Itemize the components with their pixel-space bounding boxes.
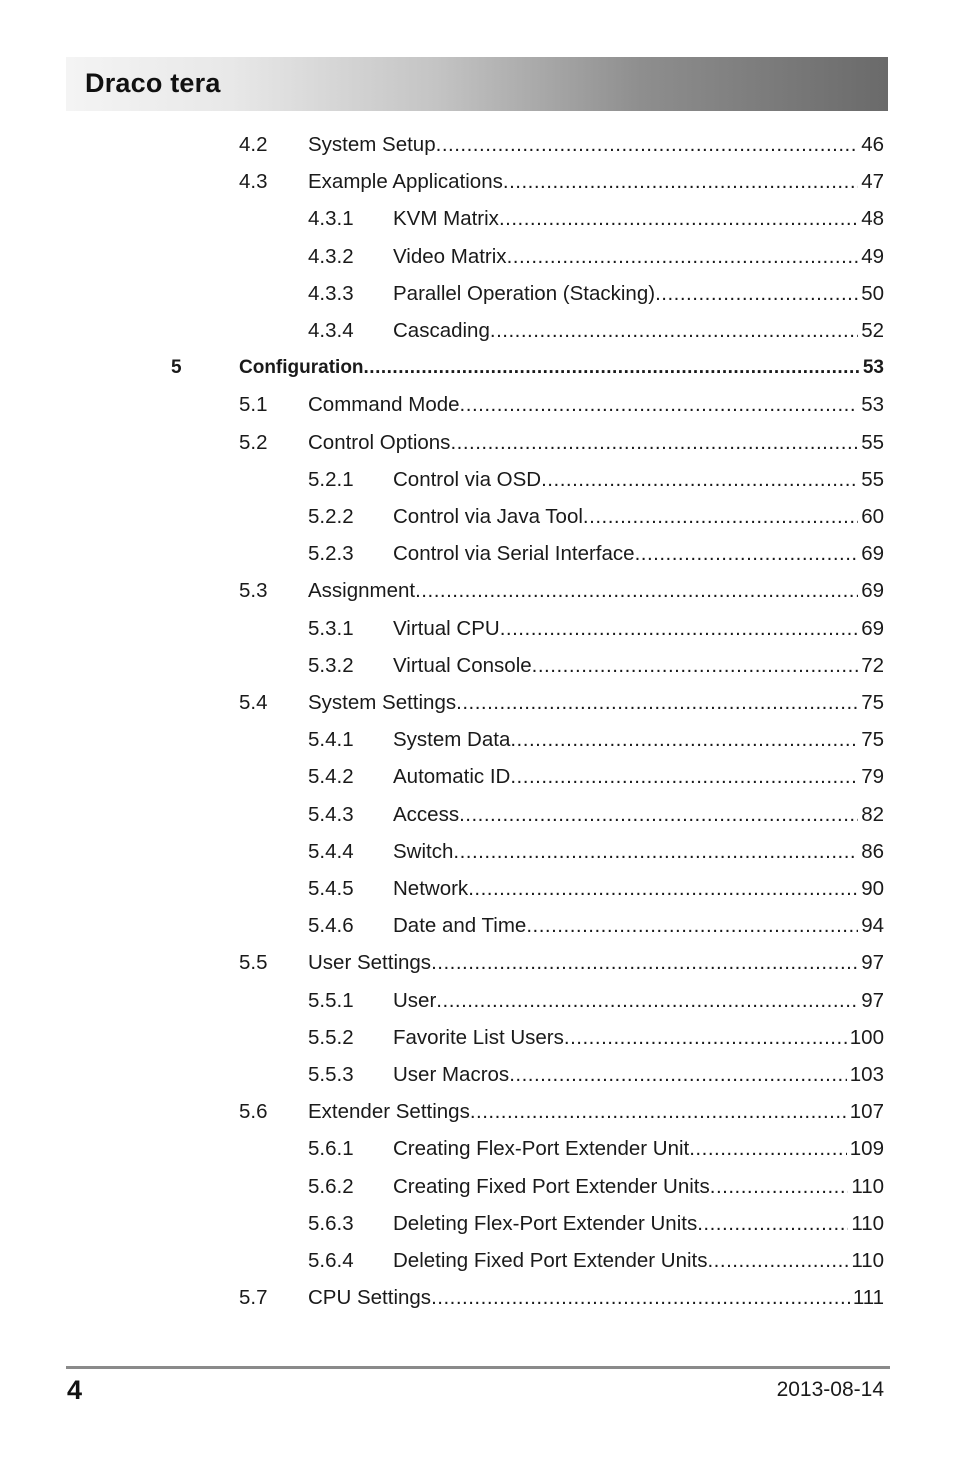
dot-leader bbox=[415, 576, 858, 606]
toc-entry-line bbox=[393, 1246, 884, 1276]
toc-entry-title: Control via Serial Interface bbox=[393, 542, 635, 566]
dot-leader bbox=[635, 539, 859, 569]
toc-entry[interactable] bbox=[0, 986, 954, 1016]
toc-entry-number: 5.2 bbox=[239, 430, 268, 454]
toc-entry-page: 90 bbox=[861, 877, 884, 900]
dot-leader bbox=[499, 204, 858, 234]
toc-entry-title: Control via Java Tool bbox=[393, 505, 583, 528]
toc-entry-line bbox=[308, 576, 884, 606]
toc-entry-number: 4.3.2 bbox=[308, 244, 354, 268]
toc-entry-title: Control Options bbox=[308, 430, 451, 454]
toc-entry-page: 79 bbox=[861, 765, 884, 789]
toc-entry-number: 5.6.1 bbox=[308, 1137, 354, 1161]
dot-leader bbox=[583, 502, 858, 532]
toc-entry-line bbox=[393, 465, 884, 495]
toc-entry-number: 5.1 bbox=[239, 393, 268, 417]
toc-entry-title: Assignment bbox=[308, 579, 416, 603]
toc-entry-number: 5.4.6 bbox=[308, 914, 354, 938]
dot-leader bbox=[710, 1172, 849, 1202]
toc-entry-number: 5.6.4 bbox=[308, 1249, 354, 1272]
toc-entry[interactable] bbox=[0, 1172, 954, 1202]
toc-entry-page: 72 bbox=[861, 653, 884, 677]
toc-entry[interactable] bbox=[0, 1023, 954, 1053]
toc-entry[interactable] bbox=[0, 874, 954, 904]
toc-entry-number: 5.6.2 bbox=[308, 1174, 354, 1198]
toc-entry-line bbox=[308, 390, 884, 420]
toc-entry-line bbox=[393, 1209, 884, 1239]
toc-entry-line bbox=[393, 279, 884, 309]
toc-entry-title: User Macros bbox=[393, 1063, 510, 1086]
toc-entry-page: 100 bbox=[849, 1025, 884, 1049]
toc-entry[interactable] bbox=[0, 279, 954, 309]
footer-date: 2013-08-14 bbox=[776, 1378, 884, 1401]
toc-entry-title: Video Matrix bbox=[393, 244, 507, 268]
toc-entry-page: 46 bbox=[861, 133, 884, 156]
toc-entry-number: 5 bbox=[171, 357, 182, 379]
toc-entry-number: 5.4.4 bbox=[308, 839, 354, 863]
toc-entry-number: 5.4.5 bbox=[308, 877, 354, 900]
toc-entry-line bbox=[393, 1060, 884, 1090]
toc-entry-number: 5.4.1 bbox=[308, 728, 354, 752]
toc-entry-page: 94 bbox=[861, 914, 884, 938]
toc-entry-title: System Data bbox=[393, 728, 511, 752]
dot-leader bbox=[470, 1097, 847, 1127]
toc-entry-line bbox=[393, 502, 884, 532]
toc-entry[interactable] bbox=[0, 316, 954, 346]
toc-entry[interactable] bbox=[0, 428, 954, 458]
toc-entry-line bbox=[308, 1283, 884, 1313]
toc-entry-page: 49 bbox=[861, 244, 884, 268]
toc-entry[interactable] bbox=[0, 1097, 954, 1127]
footer-divider bbox=[66, 1366, 890, 1369]
toc-entry-number: 5.2.2 bbox=[308, 505, 354, 528]
toc-entry-number: 5.7 bbox=[239, 1286, 268, 1310]
toc-entry-page: 60 bbox=[861, 505, 884, 528]
toc-entry-title: Control via OSD bbox=[393, 467, 542, 491]
toc-entry-title: CPU Settings bbox=[308, 1286, 432, 1310]
toc-entry-line bbox=[393, 800, 884, 830]
toc-entry-number: 5.5.2 bbox=[308, 1025, 354, 1049]
toc-entry-title: Virtual Console bbox=[393, 653, 532, 677]
toc-entry-title: Network bbox=[393, 877, 469, 900]
toc-entry-number: 5.3 bbox=[239, 579, 268, 603]
toc-entry-title: KVM Matrix bbox=[393, 207, 499, 231]
toc-entry[interactable] bbox=[0, 911, 954, 941]
toc-entry-page: 48 bbox=[861, 207, 884, 231]
toc-entry-line bbox=[239, 353, 884, 383]
toc-entry-page: 97 bbox=[861, 951, 884, 975]
toc-entry-title: Parallel Operation (Stacking) bbox=[393, 281, 656, 305]
dot-leader bbox=[460, 390, 859, 420]
toc-entry-page: 55 bbox=[861, 430, 884, 454]
dot-leader bbox=[541, 465, 858, 495]
toc-entry-title: Example Applications bbox=[308, 170, 503, 194]
toc-entry-title: Extender Settings bbox=[308, 1100, 470, 1124]
toc-entry-title: Creating Fixed Port Extender Units bbox=[393, 1174, 710, 1198]
toc-entry-title: Automatic ID bbox=[393, 765, 511, 789]
toc-entry-page: 103 bbox=[849, 1063, 884, 1086]
toc-entry-title: Access bbox=[393, 802, 460, 826]
dot-leader bbox=[456, 688, 858, 718]
toc-entry-number: 4.3.4 bbox=[308, 319, 354, 342]
toc-entry-number: 4.3 bbox=[239, 170, 268, 194]
toc-entry[interactable] bbox=[0, 1209, 954, 1239]
toc-entry[interactable] bbox=[0, 725, 954, 755]
toc-entry-title: Switch bbox=[393, 839, 454, 863]
toc-entry-title: Date and Time bbox=[393, 914, 527, 938]
toc-entry-page: 53 bbox=[861, 393, 884, 417]
toc-entry-number: 5.3.1 bbox=[308, 616, 354, 640]
toc-entry-number: 5.6 bbox=[239, 1100, 268, 1124]
dot-leader bbox=[655, 279, 858, 309]
toc-entry[interactable] bbox=[0, 576, 954, 606]
dot-leader bbox=[507, 242, 859, 272]
toc-entry-line bbox=[393, 316, 884, 346]
toc-entry-number: 4.3.3 bbox=[308, 281, 354, 305]
toc-entry-page: 110 bbox=[851, 1174, 884, 1198]
dot-leader bbox=[510, 762, 858, 792]
toc-entry[interactable] bbox=[0, 800, 954, 830]
toc-entry-line bbox=[308, 130, 884, 160]
dot-leader bbox=[510, 725, 858, 755]
dot-leader bbox=[503, 167, 858, 197]
dot-leader bbox=[436, 986, 858, 1016]
toc-entry-page: 97 bbox=[861, 988, 884, 1012]
toc-entry-line bbox=[393, 1134, 884, 1164]
toc-entry-page: 107 bbox=[849, 1100, 884, 1124]
dot-leader bbox=[509, 1060, 847, 1090]
page-number: 4 bbox=[67, 1375, 83, 1405]
toc-entry-number: 5.5 bbox=[239, 951, 268, 975]
toc-entry[interactable] bbox=[0, 502, 954, 532]
toc-entry-title: Creating Flex-Port Extender Unit bbox=[393, 1137, 690, 1161]
toc-entry-page: 47 bbox=[861, 170, 884, 194]
toc-entry[interactable] bbox=[0, 762, 954, 792]
toc-entry[interactable] bbox=[0, 948, 954, 978]
toc-entry-number: 4.3.1 bbox=[308, 207, 354, 231]
toc-entry[interactable] bbox=[0, 242, 954, 272]
toc-entry-number: 5.3.2 bbox=[308, 653, 354, 677]
toc-entry-line bbox=[308, 1097, 884, 1127]
toc-entry-title: Deleting Flex-Port Extender Units bbox=[393, 1211, 698, 1235]
toc-entry-page: 69 bbox=[861, 542, 884, 566]
toc-entry-title: Configuration bbox=[239, 357, 364, 379]
toc-entry-page: 75 bbox=[861, 728, 884, 752]
dot-leader bbox=[490, 316, 858, 346]
toc-entry[interactable] bbox=[0, 837, 954, 867]
toc-entry-line bbox=[393, 762, 884, 792]
toc-entry-page: 75 bbox=[861, 691, 884, 714]
toc-entry[interactable] bbox=[0, 1060, 954, 1090]
toc-entry-page: 111 bbox=[852, 1286, 884, 1310]
toc-entry-number: 5.4.2 bbox=[308, 765, 354, 789]
toc-entry-page: 110 bbox=[851, 1249, 884, 1272]
document-title: Draco tera bbox=[85, 68, 221, 98]
page-header bbox=[66, 57, 888, 111]
toc-entry-title: System Settings bbox=[308, 691, 457, 714]
toc-entry-page: 55 bbox=[861, 467, 884, 491]
toc-entry-number: 5.2.1 bbox=[308, 467, 354, 491]
toc-entry-title: User bbox=[393, 988, 437, 1012]
toc-entry-line bbox=[393, 725, 884, 755]
dot-leader bbox=[431, 1283, 850, 1313]
toc-entry[interactable] bbox=[0, 1134, 954, 1164]
toc-entry-number: 5.6.3 bbox=[308, 1211, 354, 1235]
toc-entry[interactable] bbox=[0, 1283, 954, 1313]
dot-leader bbox=[526, 911, 858, 941]
toc-entry-line bbox=[308, 688, 884, 718]
toc-entry[interactable] bbox=[0, 130, 954, 160]
toc-entry-line bbox=[393, 1172, 884, 1202]
dot-leader bbox=[450, 428, 858, 458]
toc-entry-title: System Setup bbox=[308, 133, 436, 156]
toc-entry-line bbox=[393, 1023, 884, 1053]
dot-leader bbox=[500, 614, 858, 644]
toc-entry-line bbox=[393, 539, 884, 569]
toc-entry-line bbox=[308, 167, 884, 197]
dot-leader bbox=[453, 837, 858, 867]
toc-entry-line bbox=[393, 911, 884, 941]
dot-leader bbox=[431, 948, 858, 978]
dot-leader bbox=[689, 1134, 847, 1164]
toc-entry-number: 5.2.3 bbox=[308, 542, 354, 566]
toc-entry-number: 5.5.3 bbox=[308, 1063, 354, 1086]
toc-entry-title: Virtual CPU bbox=[393, 616, 500, 640]
toc-entry-line bbox=[393, 986, 884, 1016]
toc-entry-line bbox=[393, 837, 884, 867]
toc-entry[interactable] bbox=[0, 1246, 954, 1276]
toc-entry[interactable] bbox=[0, 614, 954, 644]
toc-entry-page: 86 bbox=[861, 839, 884, 863]
dot-leader bbox=[697, 1209, 848, 1239]
dot-leader bbox=[564, 1023, 847, 1053]
toc-entry-page: 82 bbox=[861, 802, 884, 826]
toc-entry-line bbox=[393, 204, 884, 234]
toc-entry[interactable] bbox=[0, 539, 954, 569]
dot-leader bbox=[459, 800, 858, 830]
toc-entry-title: User Settings bbox=[308, 951, 432, 975]
toc-entry-page: 69 bbox=[861, 579, 884, 603]
toc-entry-title: Deleting Fixed Port Extender Units bbox=[393, 1249, 708, 1272]
toc-entry-title: Cascading bbox=[393, 319, 490, 342]
toc-entry-title: Command Mode bbox=[308, 393, 460, 417]
dot-leader bbox=[707, 1246, 848, 1276]
toc-entry-line bbox=[308, 948, 884, 978]
dot-leader bbox=[532, 651, 859, 681]
toc-entry-page: 110 bbox=[851, 1211, 884, 1235]
toc-entry-page: 52 bbox=[861, 319, 884, 342]
toc-entry[interactable] bbox=[0, 204, 954, 234]
toc-entry[interactable] bbox=[0, 167, 954, 197]
dot-leader bbox=[364, 353, 860, 383]
dot-leader bbox=[436, 130, 859, 160]
toc-entry[interactable] bbox=[0, 390, 954, 420]
toc-entry[interactable] bbox=[0, 651, 954, 681]
toc-entry-page: 69 bbox=[861, 616, 884, 640]
toc-entry-number: 4.2 bbox=[239, 133, 268, 156]
toc-entry-number: 5.4.3 bbox=[308, 802, 354, 826]
toc-entry-page: 50 bbox=[861, 281, 884, 305]
toc-entry-line bbox=[393, 242, 884, 272]
toc-entry-page: 109 bbox=[849, 1137, 884, 1161]
toc-entry-line bbox=[393, 614, 884, 644]
dot-leader bbox=[468, 874, 858, 904]
toc-entry[interactable] bbox=[0, 465, 954, 495]
toc-entry-page: 53 bbox=[862, 357, 884, 379]
toc-entry-number: 5.4 bbox=[239, 691, 268, 714]
toc-entry-line bbox=[308, 428, 884, 458]
toc-entry-number: 5.5.1 bbox=[308, 988, 354, 1012]
toc-entry-line bbox=[393, 874, 884, 904]
toc-entry-title: Favorite List Users bbox=[393, 1025, 564, 1049]
toc-entry-line bbox=[393, 651, 884, 681]
toc-entry[interactable] bbox=[0, 353, 954, 383]
toc-entry[interactable] bbox=[0, 688, 954, 718]
